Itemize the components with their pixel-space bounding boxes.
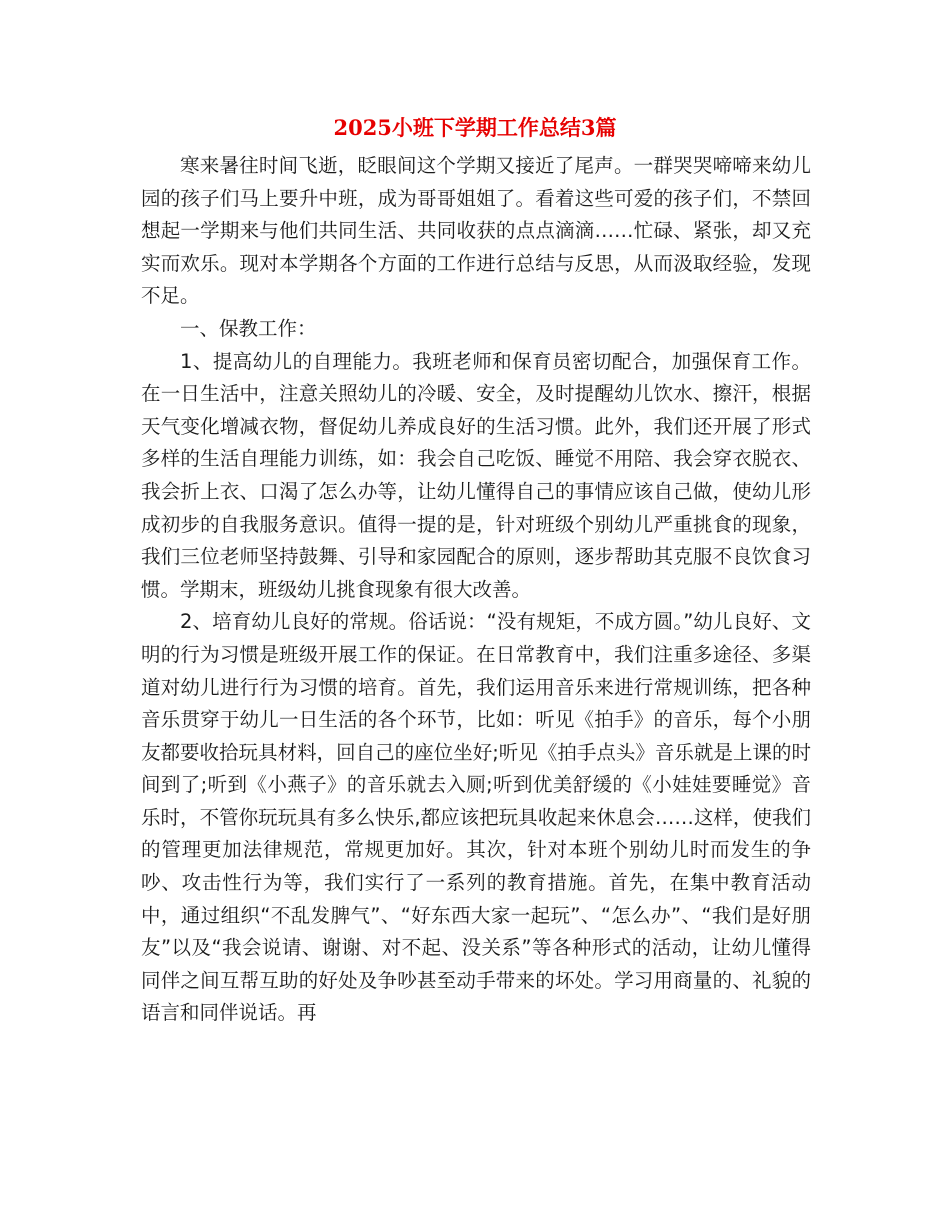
- paragraph-intro: 寒来暑往时间飞逝，眨眼间这个学期又接近了尾声。一群哭哭啼啼来幼儿园的孩子们马上要升中班，成为哥哥姐姐了。看着这些可爱的孩子们，不禁回想起一学期来与他们共同生活、共同收获的点点滴滴……忙碌、紧张，却又充实而欢乐。现对本学期各个方面的工作进行总结与反思，从而汲取经验，发现不足。: [141, 154, 811, 308]
- paragraph-routines: 2、培育幼儿良好的常规。俗话说：“没有规矩，不成方圆。”幼儿良好、文明的行为习惯是班级开展工作的保证。在日常教育中，我们注重多途径、多渠道对幼儿进行行为习惯的培育。首先，我们运用音乐来进行常规训练，把各种音乐贯穿于幼儿一日生活的各个环节，比如：听见《拍手》的音乐，每个小朋友都要收拾玩具材料，回自己的座位坐好;听见《拍手点头》音乐就是上课的时间到了;听到《小燕子》的音乐就去入厕;听到优美舒缓的《小娃娃要睡觉》音乐时，不管你玩玩具有多么快乐,都应该把玩具收起来休息会……这样，使我们的管理更加法律规范，常规更加好。其次，针对本班个别幼儿时而发生的争吵、攻击性行为等，我们实行了一系列的教育措施。首先，在集中教育活动中，通过组织“不乱发脾气”、“好东西大家一起玩”、“怎么办”、“我们是好朋友”以及“我会说请、谢谢、对不起、没关系”等各种形式的活动，让幼儿懂得同伴之间互帮互助的好处及争吵甚至动手带来的坏处。学习用商量的、礼貌的语言和同伴说话。再: [141, 610, 811, 1025]
- document-body: [141, 150, 811, 1030]
- paragraph-self-care: 1、提高幼儿的自理能力。我班老师和保育员密切配合，加强保育工作。在一日生活中，注意关照幼儿的冷暖、安全，及时提醒幼儿饮水、擦汗，根据天气变化增减衣物，督促幼儿养成良好的生活习惯。此外，我们还开展了形式多样的生活自理能力训练，如：我会自己吃饭、睡觉不用陪、我会穿衣脱衣、我会折上衣、口渴了怎么办等，让幼儿懂得自己的事情应该自己做，使幼儿形成初步的自我服务意识。值得一提的是，针对班级个别幼儿严重挑食的现象，我们三位老师坚持鼓舞、引导和家园配合的原则，逐步帮助其克服不良饮食习惯。学期末，班级幼儿挑食现象有很大改善。: [141, 349, 811, 601]
- section-heading-care-education: 一、保教工作：: [180, 316, 317, 340]
- document-title: 2025小班下学期工作总结3篇: [333, 115, 617, 140]
